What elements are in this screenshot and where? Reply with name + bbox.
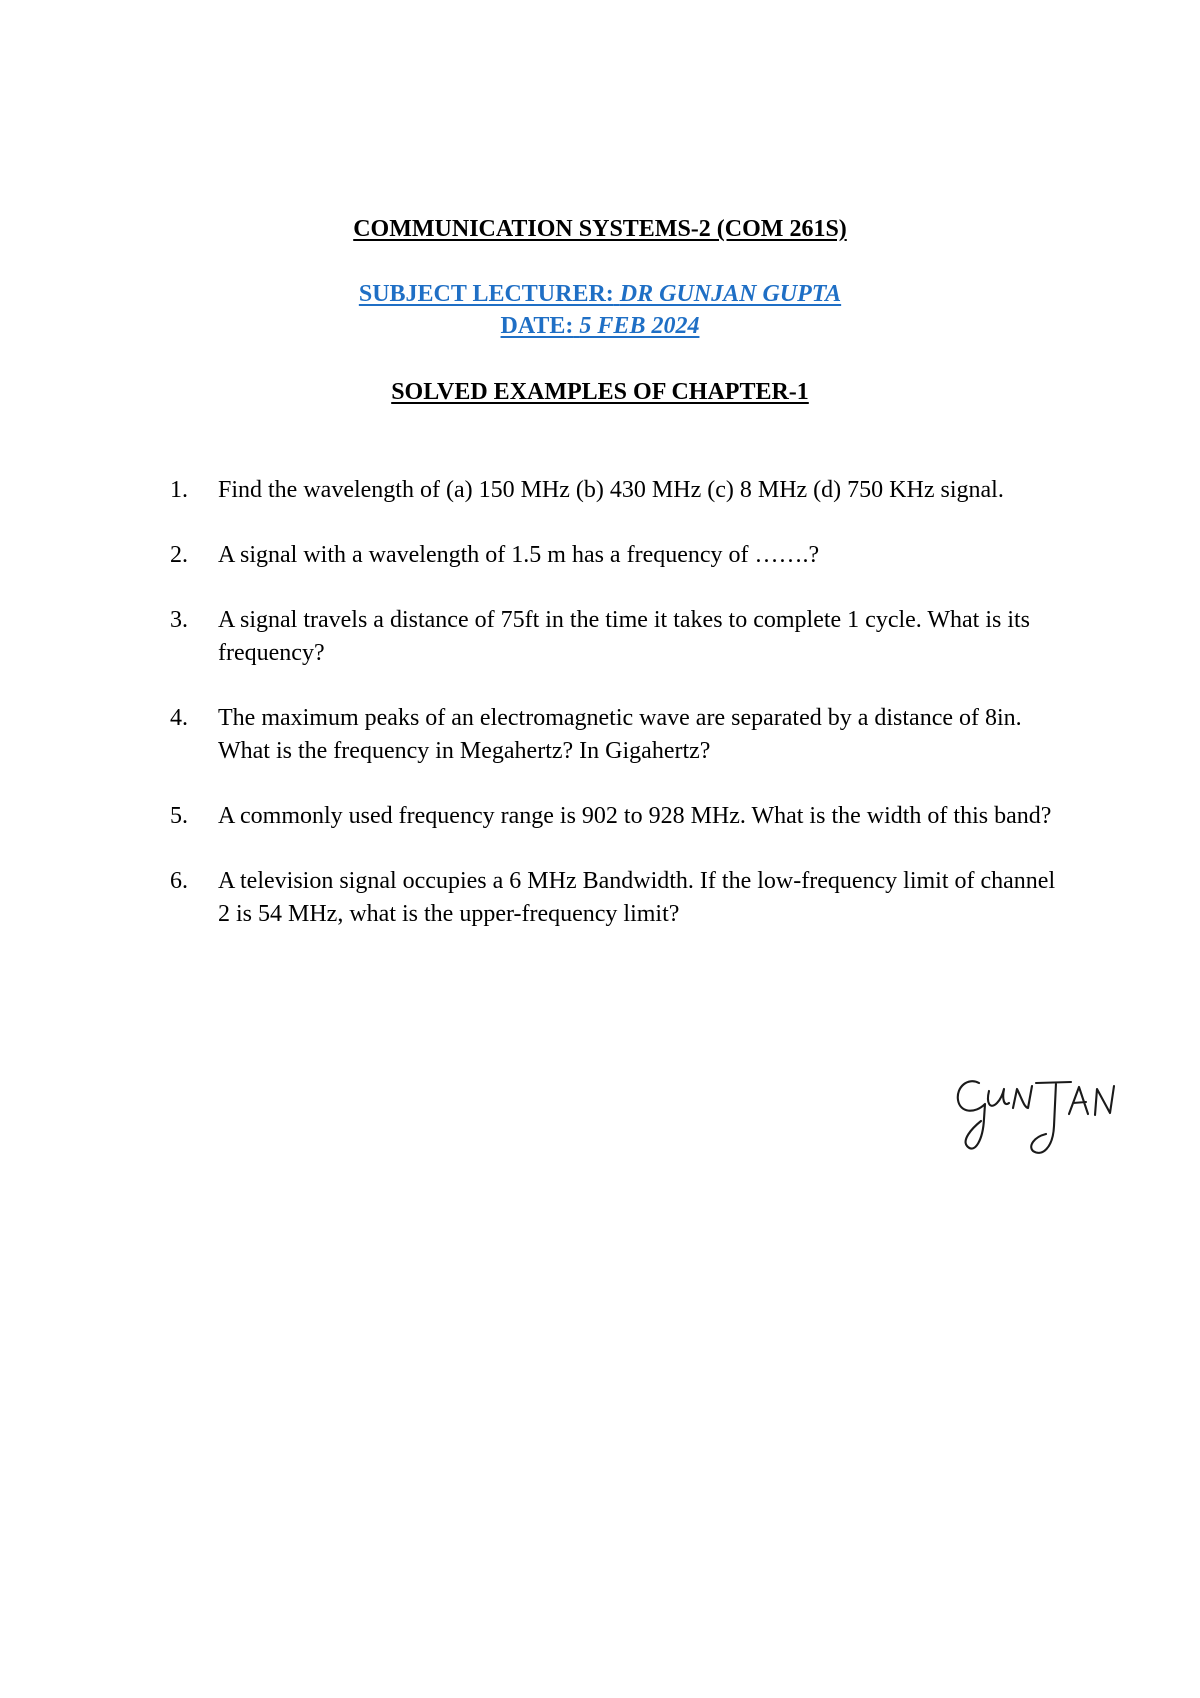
question-item xyxy=(170,865,1070,931)
question-text: A signal travels a distance of 75ft in the time it takes to complete 1 cycle. What is its frequency? xyxy=(218,607,1031,666)
question-text: Find the wavelength of (a) 150 MHz (b) 430 MHz (c) 8 MHz (d) 750 KHz signal. xyxy=(218,477,1004,503)
question-item xyxy=(170,702,1070,768)
question-number: 2. xyxy=(170,542,188,568)
question-number: 4. xyxy=(170,705,188,731)
question-number: 1. xyxy=(170,477,188,503)
question-text: The maximum peaks of an electromagnetic wave are separated by a distance of 8in. What is the frequency in Megahertz? In Gigahertz? xyxy=(218,705,1022,764)
lecturer-line xyxy=(0,278,1200,310)
question-item xyxy=(170,474,1070,507)
section-title: SOLVED EXAMPLES OF CHAPTER-1 xyxy=(391,379,809,405)
question-number: 6. xyxy=(170,868,188,894)
question-text: A television signal occupies a 6 MHz Bandwidth. If the low-frequency limit of channel 2 is 54 MHz, what is the upper-frequency limit? xyxy=(218,868,1056,927)
question-list xyxy=(170,474,1070,963)
lecturer-name: DR GUNJAN GUPTA xyxy=(619,281,842,307)
question-item xyxy=(170,800,1070,833)
date-label: DATE: xyxy=(500,313,574,339)
lecturer-label: SUBJECT LECTURER: xyxy=(358,281,614,307)
question-number: 3. xyxy=(170,607,188,633)
signature-image xyxy=(950,1065,1140,1160)
question-number: 5. xyxy=(170,803,188,829)
date-value: 5 FEB 2024 xyxy=(579,313,700,339)
question-text: A commonly used frequency range is 902 to 928 MHz. What is the width of this band? xyxy=(218,803,1052,829)
question-item xyxy=(170,539,1070,572)
question-text: A signal with a wavelength of 1.5 m has a frequency of …….? xyxy=(218,542,820,568)
lecturer-block xyxy=(0,278,1200,342)
question-item xyxy=(170,604,1070,670)
date-line xyxy=(0,310,1200,342)
course-title: COMMUNICATION SYSTEMS-2 (COM 261S) xyxy=(353,216,847,242)
